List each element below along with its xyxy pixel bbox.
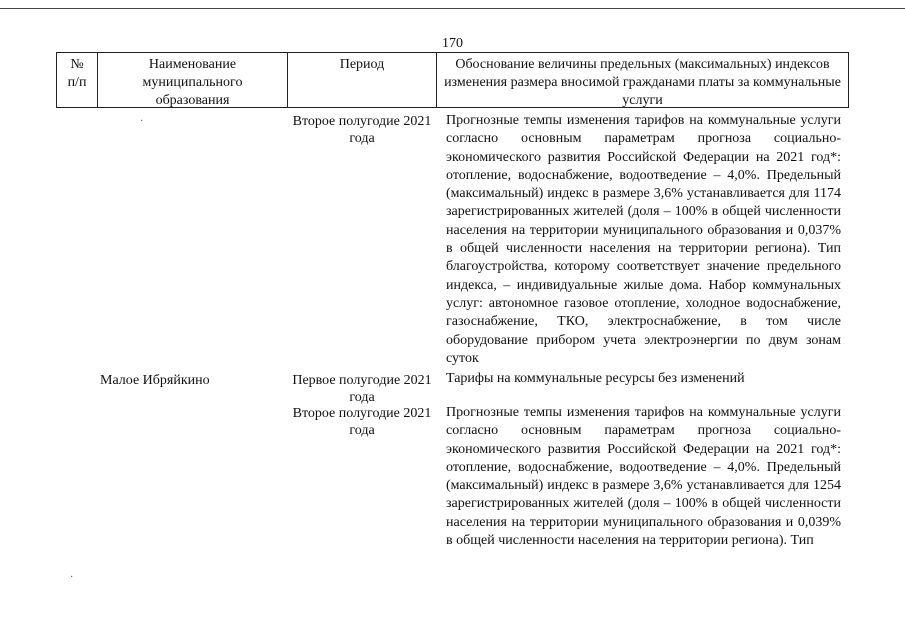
header-justification: Обоснование величины предельных (максимальных) индексов изменения размера вносимой гражданами платы за коммунальные услуги <box>436 52 849 108</box>
scan-dot: · <box>70 572 74 583</box>
row1-period: Второе полугодие 2021 года <box>292 114 432 146</box>
header-period: Период <box>287 52 437 108</box>
page-number: 170 <box>442 36 463 51</box>
top-rule <box>0 8 905 9</box>
header-number: № п/п <box>56 52 98 108</box>
row3-justification: Прогнозные темпы изменения тарифов на коммунальные услуги согласно основным параметрам прогноза социально-экономического развития Российской Федерации на 2021 год*: отопление, водоснабжение, водоотведение – 4,0%. Предельный (максимальный) индекс в размере 3,6% устанавливается для 1254 зарегистрированных жителей (доля – 100% в общей численности населения на территории муниципального образования и 0,039% в общей численности населения на территории региона). Тип <box>446 405 841 549</box>
row2-period: Первое полугодие 2021 года <box>292 373 432 405</box>
row1-justification: Прогнозные темпы изменения тарифов на коммунальные услуги согласно основным параметрам прогноза социально-экономического развития Российской Федерации на 2021 год*: отопление, водоснабжение, водоотведение – 4,0%. Предельный (максимальный) индекс в размере 3,6% устанавливается для 1174 зарегистрированных жителей (доля – 100% в общей численности населения на территории муниципального образования и 0,037% в общей численности населения на территории региона). Тип благоустройства, которому соответствует значение предельного индекса, – индивидуальные жилые дома. Набор коммунальных услуг: автономное газовое отопление, холодное водоснабжение, газоснабжение, ТКО, электроснабжение, в том числе оборудование прибором учета электроэнергии по двум зонам суток <box>446 113 841 366</box>
scan-dot: · <box>140 116 144 127</box>
row2-justification: Тарифы на коммунальные ресурсы без изменений <box>446 371 745 386</box>
header-municipality: Наименование муниципального образования <box>97 52 288 108</box>
row2-municipality: Малое Ибряйкино <box>100 373 210 388</box>
row3-period: Второе полугодие 2021 года <box>292 406 432 438</box>
